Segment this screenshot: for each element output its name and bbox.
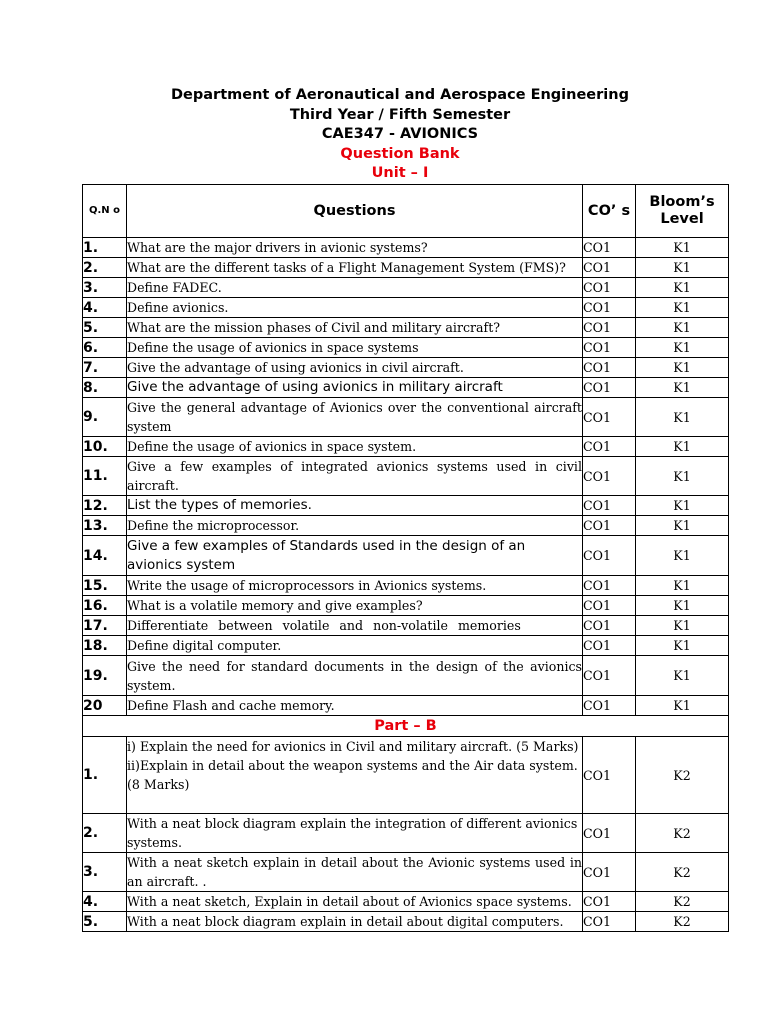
co-value: CO1 xyxy=(583,576,636,596)
question-text: Give a few examples of integrated avionics systems used in civil aircraft. xyxy=(127,457,583,496)
question-bank-title: Question Bank xyxy=(340,145,460,162)
co-value: CO1 xyxy=(583,912,636,932)
blooms-value: K1 xyxy=(636,298,729,318)
co-value: CO1 xyxy=(583,536,636,576)
table-row xyxy=(83,298,729,318)
table-row xyxy=(83,338,729,358)
question-number: 15. xyxy=(83,576,127,596)
blooms-value: K1 xyxy=(636,516,729,536)
question-number: 7. xyxy=(83,358,127,378)
question-text: List the types of memories. xyxy=(127,496,583,516)
question-text: What is a volatile memory and give examples? xyxy=(127,596,583,616)
blooms-value: K1 xyxy=(636,378,729,398)
co-value: CO1 xyxy=(583,516,636,536)
co-value: CO1 xyxy=(583,437,636,457)
co-value: CO1 xyxy=(583,814,636,853)
co-value: CO1 xyxy=(583,278,636,298)
question-number: 13. xyxy=(83,516,127,536)
question-text: Define avionics. xyxy=(127,298,583,318)
blooms-value: K1 xyxy=(636,258,729,278)
blooms-value: K2 xyxy=(636,853,729,892)
co-value: CO1 xyxy=(583,318,636,338)
question-text: With a neat sketch, Explain in detail about of Avionics space systems. xyxy=(127,892,583,912)
question-number: 5. xyxy=(83,912,127,932)
year-semester: Third Year / Fifth Semester xyxy=(289,106,511,123)
question-text: Give the advantage of using avionics in military aircraft xyxy=(127,378,583,398)
question-text: Define the usage of avionics in space system. xyxy=(127,437,583,457)
blooms-value: K1 xyxy=(636,496,729,516)
header-questions: Questions xyxy=(127,185,583,238)
blooms-value: K1 xyxy=(636,656,729,696)
question-text: With a neat block diagram explain the integration of different avionics systems. xyxy=(127,814,583,853)
question-number: 1. xyxy=(83,737,127,814)
question-text: Give a few examples of Standards used in the design of an avionics system xyxy=(127,536,583,576)
table-row xyxy=(83,696,729,716)
co-value: CO1 xyxy=(583,696,636,716)
table-row xyxy=(83,616,729,636)
question-text: Define digital computer. xyxy=(127,636,583,656)
blooms-value: K1 xyxy=(636,278,729,298)
table-row xyxy=(83,437,729,457)
question-number: 16. xyxy=(83,596,127,616)
question-text: What are the different tasks of a Flight Management System (FMS)? xyxy=(127,258,583,278)
question-number: 10. xyxy=(83,437,127,457)
table-row xyxy=(83,318,729,338)
table-row xyxy=(83,596,729,616)
question-number: 6. xyxy=(83,338,127,358)
blooms-value: K2 xyxy=(636,912,729,932)
question-part-1: i) Explain the need for avionics in Civil and military aircraft. (5 Marks) xyxy=(127,739,579,754)
question-text: What are the major drivers in avionic systems? xyxy=(127,238,583,258)
blooms-value: K1 xyxy=(636,576,729,596)
header-cos: CO’ s xyxy=(583,185,636,238)
table-row xyxy=(83,912,729,932)
co-value: CO1 xyxy=(583,358,636,378)
header-blooms: Bloom’s Level xyxy=(636,185,729,238)
question-number: 19. xyxy=(83,656,127,696)
co-value: CO1 xyxy=(583,398,636,437)
table-row xyxy=(83,358,729,378)
co-value: CO1 xyxy=(583,616,636,636)
table-row xyxy=(83,892,729,912)
blooms-value: K1 xyxy=(636,398,729,437)
table-row xyxy=(83,536,729,576)
blooms-value: K2 xyxy=(636,892,729,912)
question-number: 3. xyxy=(83,278,127,298)
table-row xyxy=(83,656,729,696)
question-text: What are the mission phases of Civil and military aircraft? xyxy=(127,318,583,338)
question-number: 2. xyxy=(83,258,127,278)
blooms-value: K1 xyxy=(636,318,729,338)
question-number: 18. xyxy=(83,636,127,656)
question-part-2: ii)Explain in detail about the weapon systems and the Air data system. (8 Marks) xyxy=(127,758,578,792)
co-value: CO1 xyxy=(583,457,636,496)
question-number: 4. xyxy=(83,892,127,912)
question-text: Define Flash and cache memory. xyxy=(127,696,583,716)
question-number: 12. xyxy=(83,496,127,516)
table-row xyxy=(83,278,729,298)
table-row xyxy=(83,814,729,853)
blooms-value: K1 xyxy=(636,358,729,378)
blooms-value: K2 xyxy=(636,814,729,853)
co-value: CO1 xyxy=(583,338,636,358)
question-number: 4. xyxy=(83,298,127,318)
question-text: Define the microprocessor. xyxy=(127,516,583,536)
question-number: 2. xyxy=(83,814,127,853)
question-number: 9. xyxy=(83,398,127,437)
question-text: Write the usage of microprocessors in Avionics systems. xyxy=(127,576,583,596)
table-row xyxy=(83,853,729,892)
blooms-value: K1 xyxy=(636,338,729,358)
blooms-value: K1 xyxy=(636,616,729,636)
question-number: 8. xyxy=(83,378,127,398)
question-text: Give the general advantage of Avionics over the conventional aircraft system xyxy=(127,398,583,437)
question-number: 20 xyxy=(83,696,127,716)
question-text: Differentiate between volatile and non-volatile memories xyxy=(127,616,583,636)
part-b-title: Part – B xyxy=(83,716,729,737)
question-number: 11. xyxy=(83,457,127,496)
co-value: CO1 xyxy=(583,853,636,892)
table-row xyxy=(83,238,729,258)
blooms-value: K2 xyxy=(636,737,729,814)
blooms-value: K1 xyxy=(636,457,729,496)
department-title: Department of Aeronautical and Aerospace Engineering xyxy=(171,87,629,103)
table-row xyxy=(83,457,729,496)
blooms-value: K1 xyxy=(636,437,729,457)
question-text xyxy=(127,737,583,814)
co-value: CO1 xyxy=(583,596,636,616)
table-row xyxy=(83,496,729,516)
co-value: CO1 xyxy=(583,496,636,516)
co-value: CO1 xyxy=(583,636,636,656)
table-row xyxy=(83,516,729,536)
question-number: 3. xyxy=(83,853,127,892)
unit-title: Unit – I xyxy=(371,165,429,181)
question-number: 17. xyxy=(83,616,127,636)
question-number: 1. xyxy=(83,238,127,258)
question-text: Give the advantage of using avionics in civil aircraft. xyxy=(127,358,583,378)
question-number: 14. xyxy=(83,536,127,576)
table-header-row xyxy=(83,185,729,238)
question-text: With a neat block diagram explain in detail about digital computers. xyxy=(127,912,583,932)
table-row xyxy=(83,258,729,278)
question-text: With a neat sketch explain in detail about the Avionic systems used in an aircraft. . xyxy=(127,853,583,892)
table-row xyxy=(83,737,729,814)
co-value: CO1 xyxy=(583,737,636,814)
blooms-value: K1 xyxy=(636,636,729,656)
document-header xyxy=(0,86,768,184)
co-value: CO1 xyxy=(583,892,636,912)
question-text: Define the usage of avionics in space systems xyxy=(127,338,583,358)
co-value: CO1 xyxy=(583,656,636,696)
blooms-value: K1 xyxy=(636,596,729,616)
co-value: CO1 xyxy=(583,378,636,398)
question-text: Define FADEC. xyxy=(127,278,583,298)
course-title: CAE347 - AVIONICS xyxy=(321,126,479,142)
co-value: CO1 xyxy=(583,298,636,318)
header-qno: Q.N o xyxy=(83,185,127,238)
blooms-value: K1 xyxy=(636,238,729,258)
question-table xyxy=(82,184,729,932)
question-text: Give the need for standard documents in the design of the avionics system. xyxy=(127,656,583,696)
table-row xyxy=(83,576,729,596)
blooms-value: K1 xyxy=(636,696,729,716)
table-row xyxy=(83,398,729,437)
part-b-row xyxy=(83,716,729,737)
co-value: CO1 xyxy=(583,238,636,258)
co-value: CO1 xyxy=(583,258,636,278)
table-row xyxy=(83,378,729,398)
question-number: 5. xyxy=(83,318,127,338)
blooms-value: K1 xyxy=(636,536,729,576)
table-row xyxy=(83,636,729,656)
